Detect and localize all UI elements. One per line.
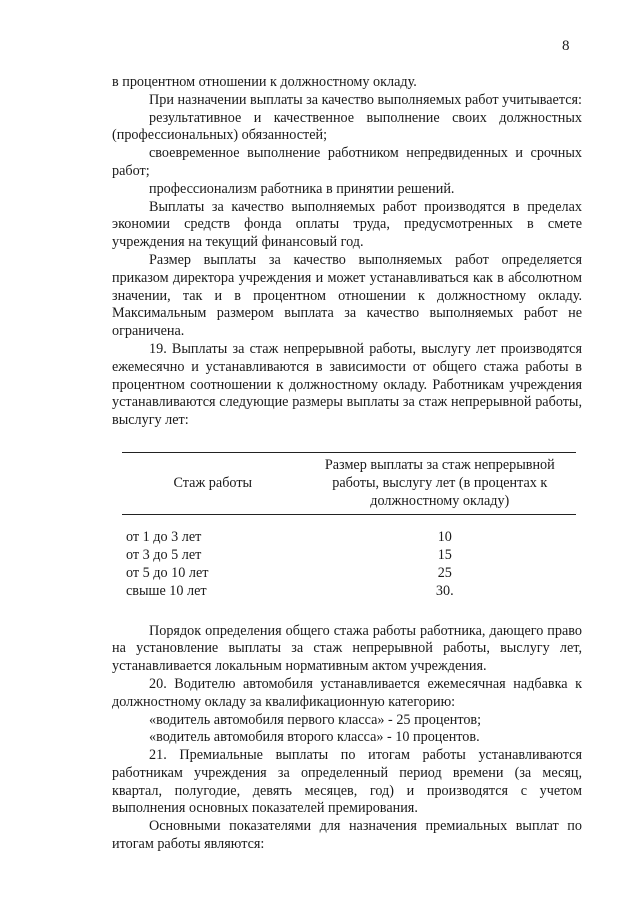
- section-gap: [112, 601, 582, 623]
- paragraph: 21. Премиальные выплаты по итогам работы устанавливаются работникам учреждения за определенный период времени (за месяц, квартал, полугодие, девять месяцев, год) и производятся с учетом выполнения основных показателей премирования.: [112, 747, 582, 817]
- seniority-table-container: [122, 452, 576, 601]
- payment-percent-cell: 25: [437, 564, 452, 581]
- payment-percent-cell: 15: [437, 547, 452, 564]
- table-row: [122, 529, 576, 547]
- seniority-pay-table: [122, 452, 576, 601]
- table-body: [122, 515, 576, 601]
- seniority-range-cell: от 1 до 3 лет: [126, 529, 202, 546]
- paragraph: результативное и качественное выполнение своих должностных (профессиональных) обязанностей;: [112, 109, 582, 144]
- table-row: [122, 565, 576, 583]
- paragraph: Выплаты за качество выполняемых работ производятся в пределах экономии средств фонда оплаты труда, предусмотренных в смете учреждения на текущий финансовый год.: [112, 198, 582, 251]
- bottom-section: [112, 623, 582, 854]
- paragraph: «водитель автомобиля второго класса» - 10 процентов.: [149, 729, 480, 746]
- paragraph: Размер выплаты за качество выполняемых работ определяется приказом директора учреждения и может устанавливаться как в абсолютном значении, так и в процентном отношении к должностному окладу. Максимальным размером выплата за качество выполняемых работ не ограничена.: [112, 251, 582, 340]
- top-section: [112, 74, 582, 430]
- paragraph: своевременное выполнение работником непредвиденных и срочных работ;: [112, 145, 582, 179]
- seniority-range-cell: свыше 10 лет: [126, 582, 207, 599]
- document-body: [112, 74, 582, 854]
- paragraph: профессионализм работника в принятии решений.: [149, 180, 455, 197]
- paragraph: При назначении выплаты за качество выполняемых работ учитывается:: [149, 91, 582, 108]
- table-header-seniority: Стаж работы: [122, 452, 304, 514]
- payment-percent-cell: 10: [437, 529, 452, 546]
- table-row: [122, 583, 576, 601]
- paragraph: 20. Водителю автомобиля устанавливается ежемесячная надбавка к должностному окладу за квалификационную категорию:: [112, 675, 582, 710]
- table-header-payment-size: Размер выплаты за стаж непрерывной работы, выслугу лет (в процентах к должностному окладу): [304, 452, 576, 514]
- table-spacer-row: [122, 515, 576, 530]
- table-row: [122, 547, 576, 565]
- seniority-range-cell: от 5 до 10 лет: [126, 564, 209, 581]
- paragraph: в процентном отношении к должностному окладу.: [112, 74, 417, 90]
- paragraph: «водитель автомобиля первого класса» - 25 процентов;: [149, 711, 482, 728]
- page-number: 8: [562, 38, 570, 54]
- payment-percent-cell: 30.: [435, 582, 454, 599]
- paragraph: 19. Выплаты за стаж непрерывной работы, выслугу лет производятся ежемесячно и устанавливаются в зависимости от общего стажа работы в процентном соотношении к должностному окладу. Работникам учреждения устанавливаются следующие размеры выплаты за стаж непрерывной работы, выслугу лет:: [112, 340, 582, 429]
- table-header-row: [122, 452, 576, 514]
- paragraph: Основными показателями для назначения премиальных выплат по итогам работы являются:: [112, 818, 582, 853]
- seniority-range-cell: от 3 до 5 лет: [126, 547, 202, 564]
- paragraph: Порядок определения общего стажа работы работника, дающего право на установление выплаты за стаж непрерывной работы, выслугу лет, устанавливается локальным нормативным актом учреждения.: [112, 622, 582, 675]
